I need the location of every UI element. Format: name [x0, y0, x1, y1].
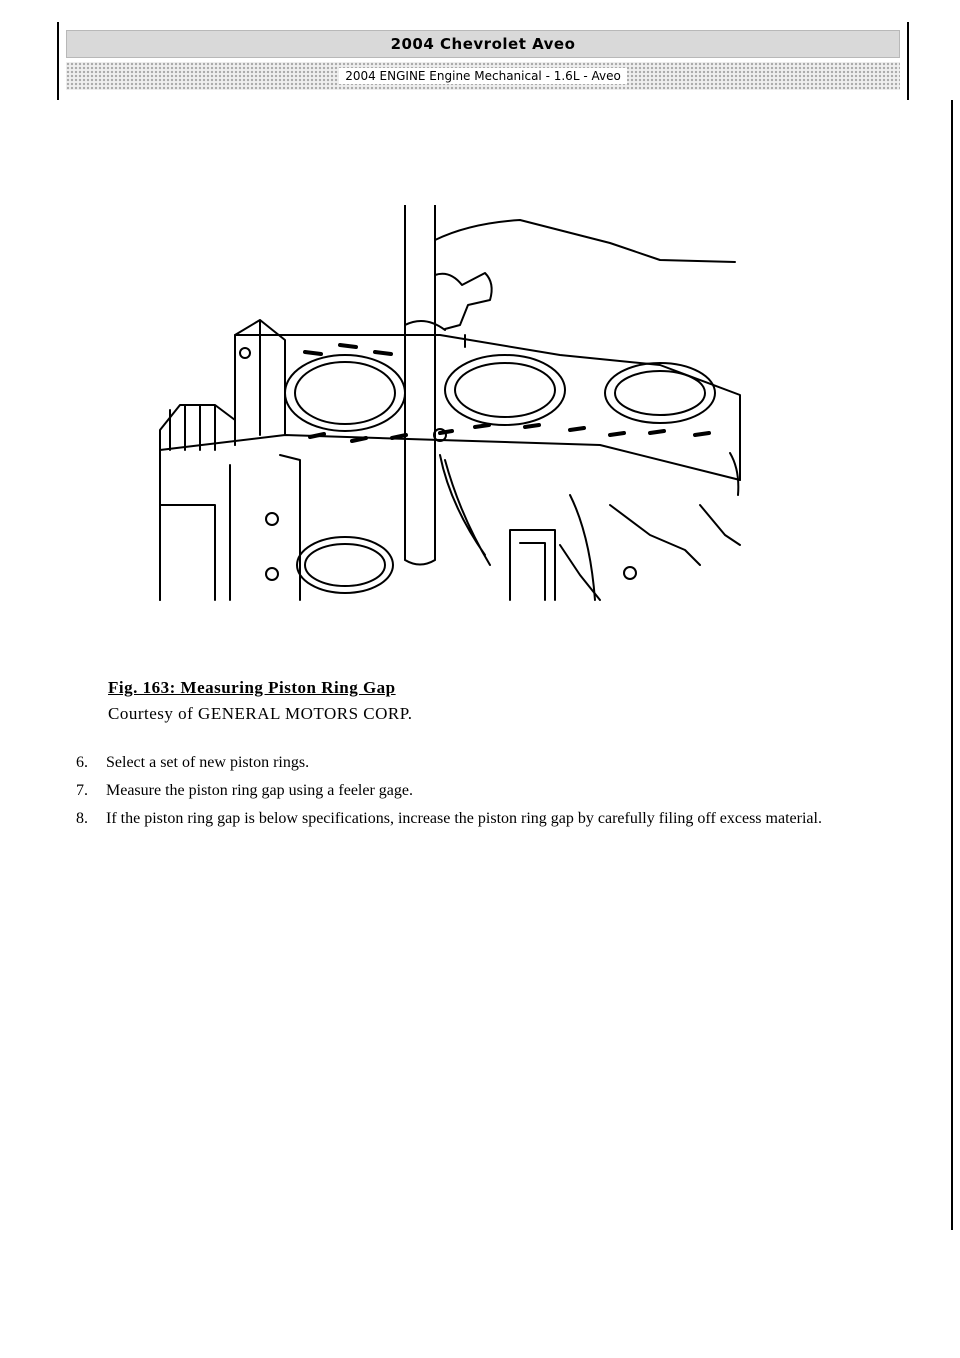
- step-text: Select a set of new piston rings.: [106, 754, 310, 771]
- step-text: Measure the piston ring gap using a feeler gage.: [106, 782, 414, 799]
- list-item: [76, 780, 896, 802]
- step-number: 6.: [76, 754, 88, 771]
- figure-caption-credit: Courtesy of GENERAL MOTORS CORP.: [108, 704, 413, 723]
- figure-caption-title: Fig. 163: Measuring Piston Ring Gap: [108, 678, 396, 697]
- procedure-steps: [76, 752, 896, 836]
- header-title: 2004 Chevrolet Aveo: [390, 35, 576, 53]
- header-subtitle: 2004 ENGINE Engine Mechanical - 1.6L - Aveo: [339, 68, 627, 84]
- list-item: [76, 752, 896, 774]
- page-right-rule: [951, 100, 953, 1230]
- header-title-bar: [66, 30, 900, 58]
- step-number: 8.: [76, 810, 88, 827]
- step-number: 7.: [76, 782, 88, 799]
- piston-ring-gap-illustration: [140, 205, 760, 605]
- figure-caption: [108, 678, 413, 724]
- step-text: If the piston ring gap is below specifications, increase the piston ring gap by carefully filing off excess material.: [106, 810, 822, 827]
- list-item: [76, 808, 896, 830]
- header-subtitle-bar: [66, 62, 900, 90]
